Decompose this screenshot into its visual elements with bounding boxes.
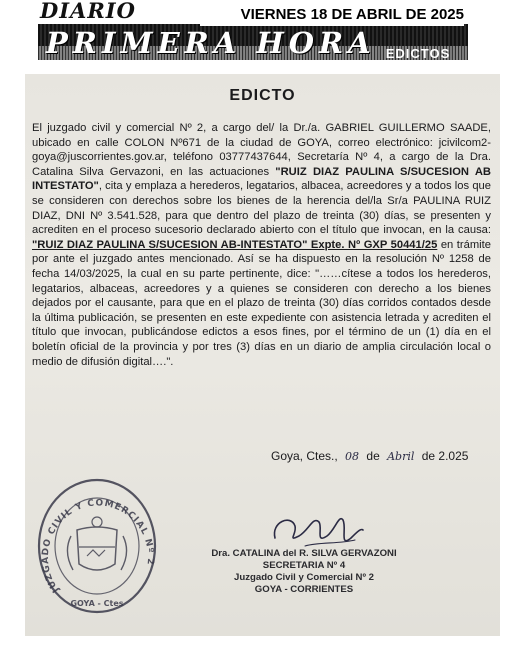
handwritten-day: 08 bbox=[345, 450, 360, 463]
signature-block bbox=[189, 548, 419, 596]
edict-text-3: en trámite por ante el juzgado antes mencionado. Así se ha dispuesto en la resolución Nº 1258 de fecha 14/03/2025, la cual en su parte pertinente, dice: "……cítese a todos los herederos, legatarios, albaceas, acreedores y a quienes se consideren con derecho a los bienes dejados por el causante, para que en el plazo de treinta (30) días corridos contados desde la última publicación, se presenten en este expediente con asistencia letrada y acrediten el título que invocan, publicándose edictos a esos fines, por el término de un (1) día en el boletín oficial de la provincia y por tres (3) días en un diario de amplia circulación local o medio de difusión digital….". bbox=[32, 238, 491, 368]
edict-scan bbox=[25, 74, 500, 636]
edict-text-2: , cita y emplaza a herederos, legatarios, albacea, acreedores y a todos los que se consideren con derechos sobre los bienes de la herencia del/la Sr/a PAULINA RUIZ DIAZ, DNI Nº 3.541.528, para que dentro del plazo de treinta (30) días, se presenten y acrediten en el proceso sucesorio declarado abierto con el título que invocan, en la causa: bbox=[32, 180, 491, 237]
svg-text:JUZGADO CIVIL Y COMERCIAL Nº 2: JUZGADO CIVIL Y COMERCIAL Nº 2 bbox=[40, 498, 156, 595]
court-seal-stamp bbox=[33, 472, 161, 618]
edict-text-1: El juzgado civil y comercial Nº 2, a cargo del/ la Dr./a. GABRIEL GUILLERMO SAADE, ubicado en calle COLON Nº671 de la ciudad de GOYA, correo electrónico: jcivilcom2-goya@juscorrientes.gov.ar, teléfono 03777437644, Secretaría Nº 4, a cargo de la Dra. Catalina Silva Gervazoni, en las actuaciones bbox=[32, 122, 491, 178]
handwritten-month: Abril bbox=[387, 450, 415, 463]
signatory-name: Dra. CATALINA del R. SILVA GERVAZONI bbox=[211, 548, 397, 559]
masthead-logo-main: PRIMERA HORA bbox=[46, 26, 376, 60]
signatory-city: GOYA - CORRIENTES bbox=[254, 584, 354, 595]
date-de-2: de bbox=[421, 449, 436, 463]
signatory-court: Juzgado Civil y Comercial Nº 2 bbox=[234, 572, 374, 583]
case-name-bold: "RUIZ DIAZ PAULINA S/SUCESION AB INTESTATO" bbox=[32, 165, 491, 193]
masthead-logo-top: DIARIO bbox=[40, 0, 136, 23]
publication-date: VIERNES 18 DE ABRIL DE 2025 bbox=[200, 4, 464, 26]
date-de-1: de bbox=[366, 449, 380, 463]
coat-of-arms-icon bbox=[67, 517, 126, 570]
newspaper-masthead bbox=[0, 0, 509, 66]
signatory-role: SECRETARIA Nº 4 bbox=[262, 560, 346, 571]
place-and-date bbox=[271, 448, 468, 465]
svg-text:GOYA - Ctes: GOYA - Ctes bbox=[70, 599, 124, 608]
section-label: EDICTOS bbox=[385, 46, 451, 61]
edict-paragraph bbox=[32, 121, 491, 369]
date-year: 2.025 bbox=[438, 449, 469, 463]
edict-body bbox=[32, 121, 491, 369]
case-reference: "RUIZ DIAZ PAULINA S/SUCESION AB-INTESTATO" Expte. Nº GXP 50441/25 bbox=[32, 238, 438, 251]
place: Goya, Ctes., bbox=[271, 449, 338, 463]
edict-title: EDICTO bbox=[229, 87, 296, 104]
